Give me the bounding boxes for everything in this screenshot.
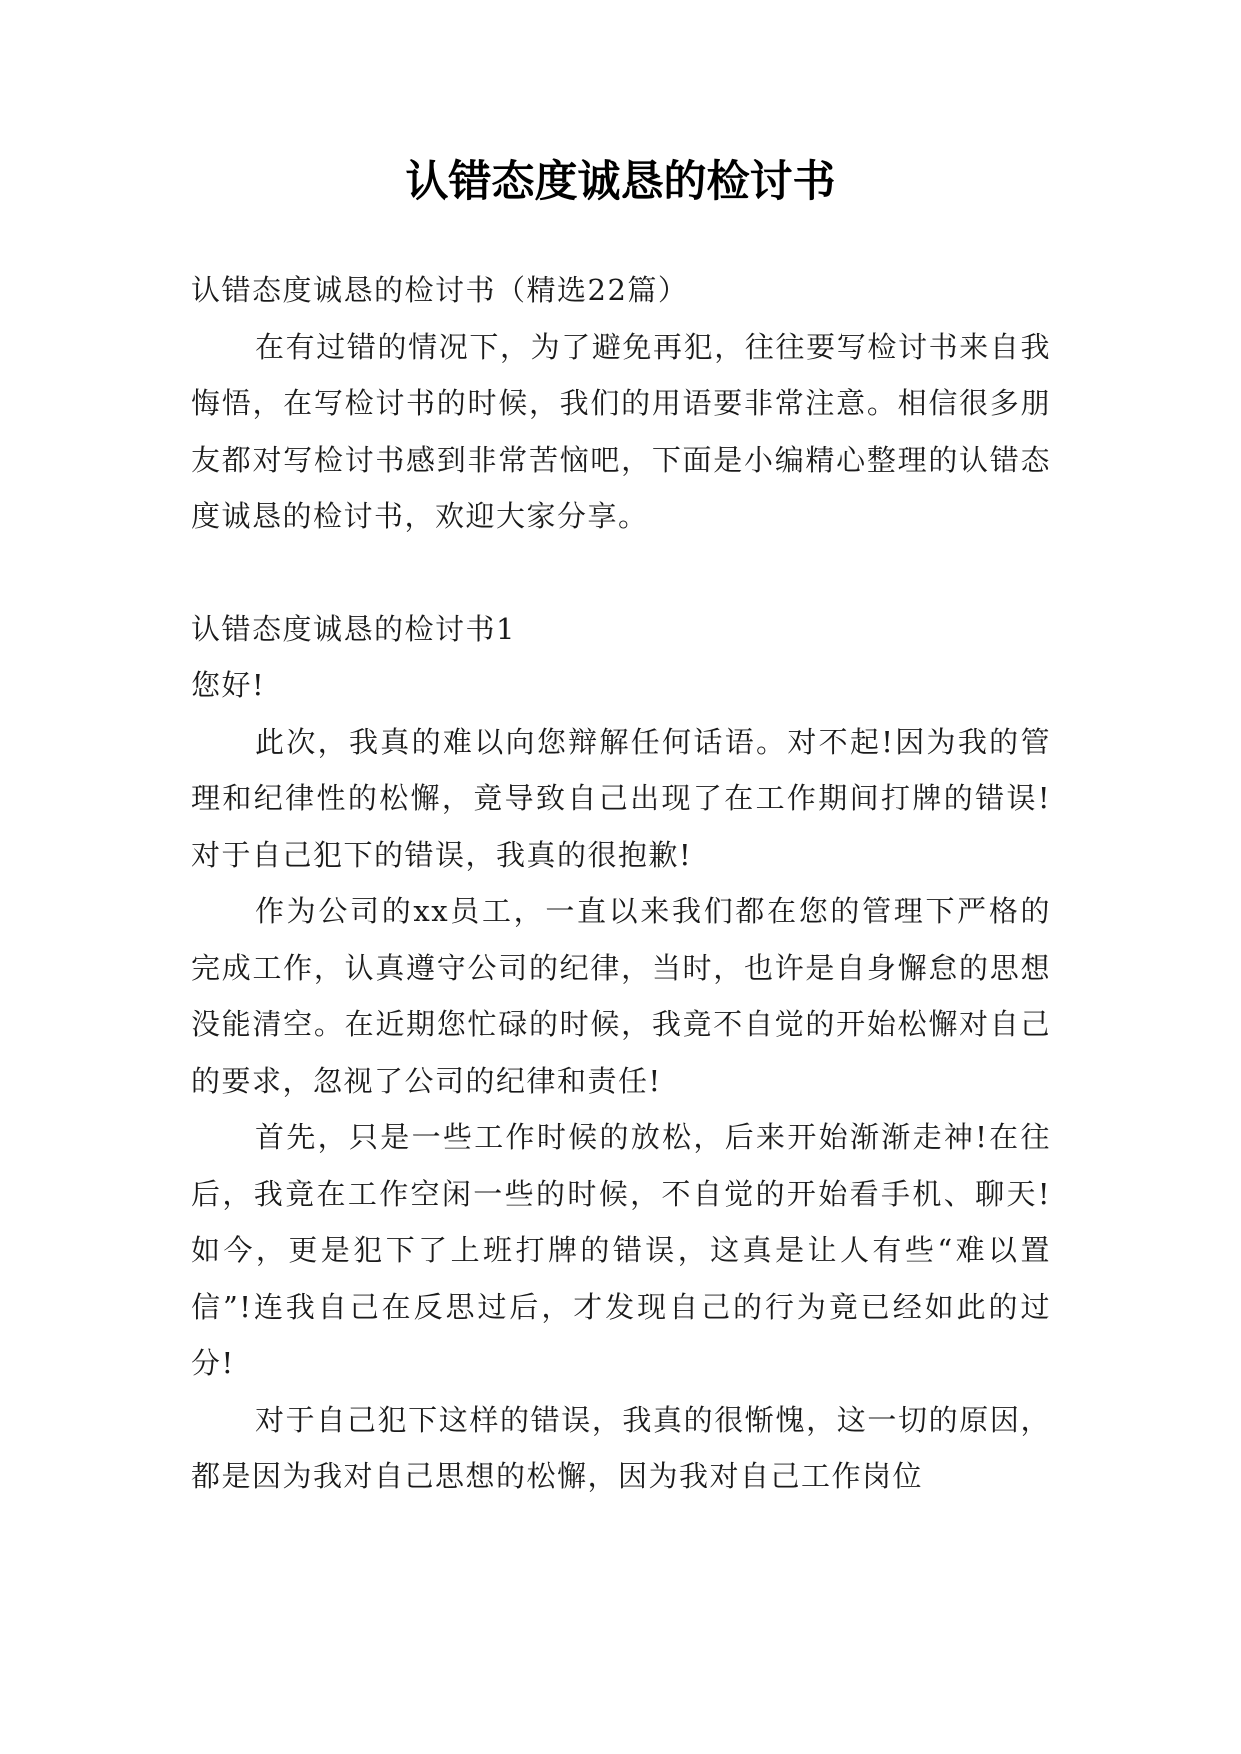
body-paragraph: 作为公司的xx员工，一直以来我们都在您的管理下严格的完成工作，认真遵守公司的纪律，当时，也许是自身懈怠的思想没能清空。在近期您忙碌的时候，我竟不自觉的开始松懈对自己的要求，忽视了公司的纪律和责任!: [191, 894, 1051, 1098]
document-subtitle: 认错态度诚恳的检讨书（精选22篇）: [191, 273, 689, 307]
body-paragraph: 此次，我真的难以向您辩解任何话语。对不起!因为我的管理和纪律性的松懈，竟导致自己出现了在工作期间打牌的错误!对于自己犯下的错误，我真的很抱歉!: [191, 724, 1051, 872]
body-paragraph: 对于自己犯下这样的错误，我真的很惭愧，这一切的原因，都是因为我对自己思想的松懈，因为我对自己工作岗位: [191, 1402, 1051, 1493]
section-heading: 认错态度诚恳的检讨书1: [191, 611, 516, 646]
document-title: 认错态度诚恳的检讨书: [405, 157, 836, 207]
intro-paragraph: 在有过错的情况下，为了避免再犯，往往要写检讨书来自我悔悟，在写检讨书的时候，我们的用语要非常注意。相信很多朋友都对写检讨书感到非常苦恼吧，下面是小编精心整理的认错态度诚恳的检讨书，欢迎大家分享。: [191, 329, 1051, 533]
document-body: [191, 262, 1051, 1505]
section-spacer: [191, 545, 1051, 601]
greeting: 您好!: [191, 668, 266, 702]
body-paragraph: 首先，只是一些工作时候的放松，后来开始渐渐走神!在往后，我竟在工作空闲一些的时候，不自觉的开始看手机、聊天!如今，更是犯下了上班打牌的错误，这真是让人有些“难以置信”!连我自己在反思过后，才发现自己的行为竟已经如此的过分!: [191, 1120, 1051, 1380]
